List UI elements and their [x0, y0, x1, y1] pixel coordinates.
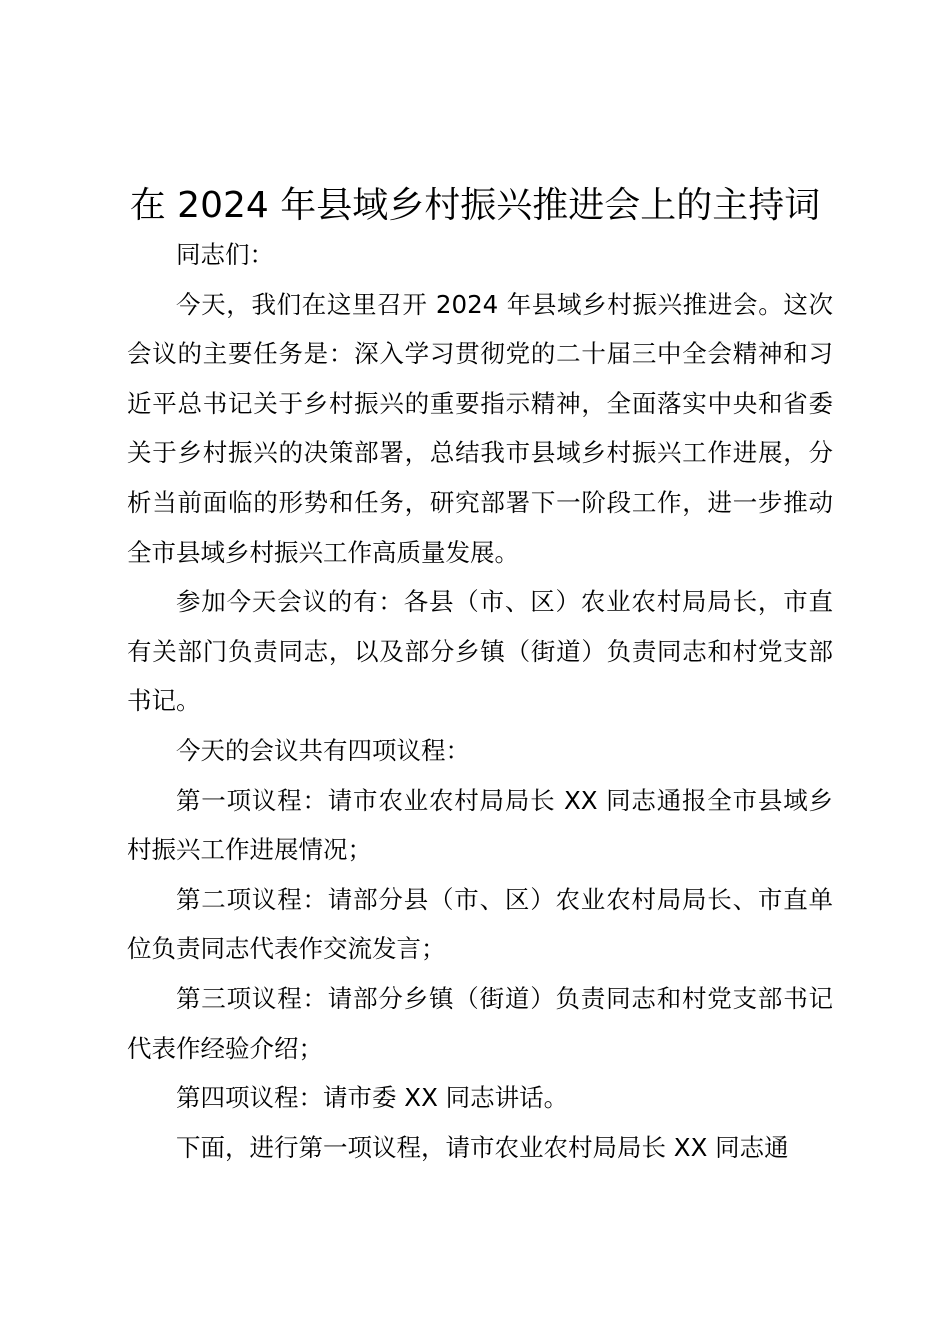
paragraph-agenda-item-3: 第三项议程：请部分乡镇（街道）负责同志和村党支部书记代表作经验介绍； [127, 983, 833, 1063]
paragraph-agenda-intro: 今天的会议共有四项议程： [176, 735, 470, 765]
paragraph-attendees: 参加今天会议的有：各县（市、区）农业农村局局长，市直有关部门负责同志，以及部分乡镇（街道）负责同志和村党支部书记。 [127, 587, 833, 716]
document-body [127, 230, 833, 1172]
paragraph-greeting: 同志们： [176, 240, 274, 269]
paragraph-purpose: 今天，我们在这里召开 2024 年县域乡村振兴推进会。这次会议的主要任务是：深入学习贯彻党的二十届三中全会精神和习近平总书记关于乡村振兴的重要指示精神，全面落实中央和省委关于乡村振兴的决策部署，总结我市县域乡村振兴工作进展，分析当前面临的形势和任务，研究部署下一阶段工作，进一步推动全市县域乡村振兴工作高质量发展。 [127, 289, 833, 567]
paragraph-agenda-item-4: 第四项议程：请市委 XX 同志讲话。 [176, 1083, 569, 1113]
paragraph-agenda-item-2: 第二项议程：请部分县（市、区）农业农村局局长、市直单位负责同志代表作交流发言； [127, 884, 833, 964]
paragraph-agenda-item-1: 第一项议程：请市农业农村局局长 XX 同志通报全市县域乡村振兴工作进展情况； [127, 785, 833, 865]
document-title: 在 2024 年县域乡村振兴推进会上的主持词 [129, 185, 821, 226]
paragraph-first-item-start: 下面，进行第一项议程，请市农业农村局局长 XX 同志通 [176, 1132, 789, 1162]
